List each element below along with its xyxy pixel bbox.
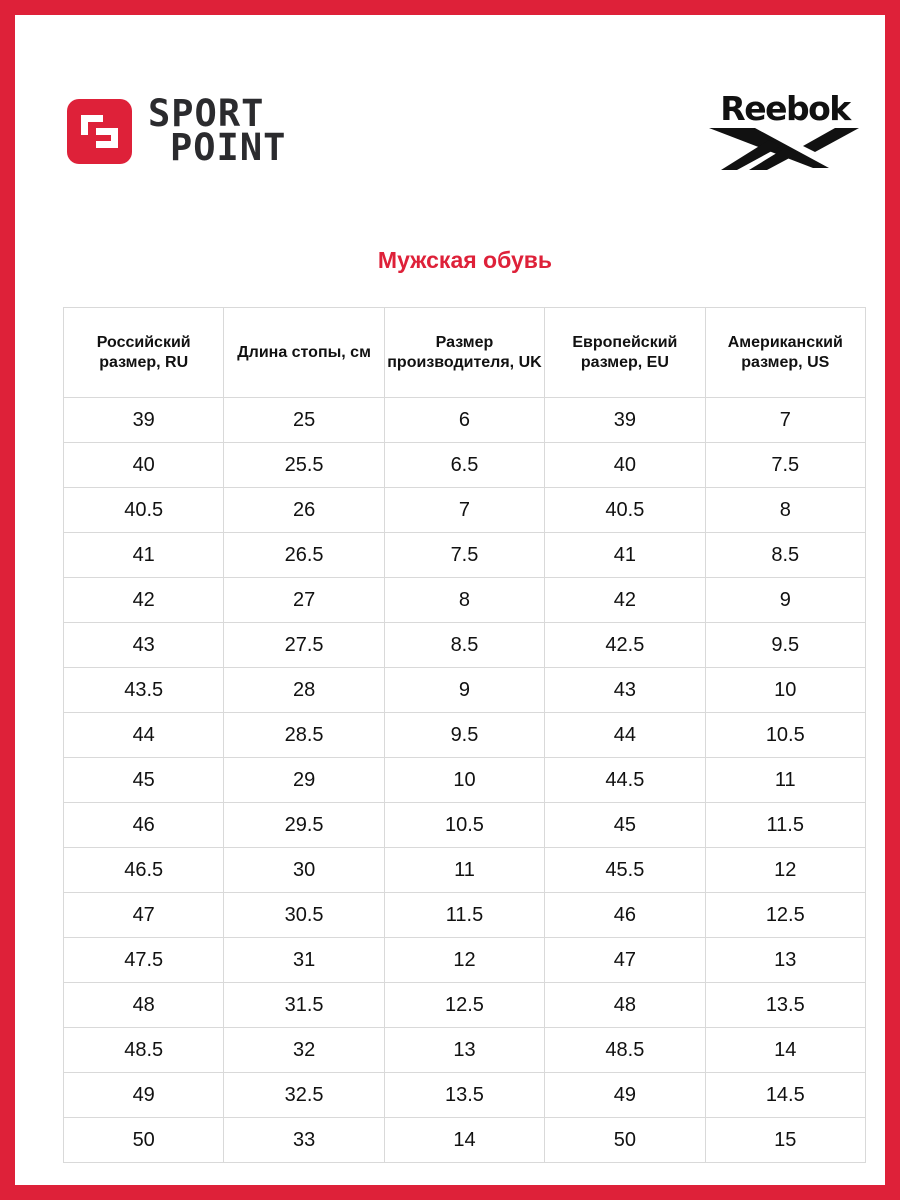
table-cell: 46.5 <box>64 848 224 893</box>
column-header: Российский размер, RU <box>64 308 224 398</box>
table-cell: 45 <box>64 758 224 803</box>
table-cell: 50 <box>545 1118 705 1163</box>
table-cell: 6 <box>384 398 544 443</box>
table-cell: 12.5 <box>384 983 544 1028</box>
table-cell: 48.5 <box>545 1028 705 1073</box>
table-row <box>64 533 866 578</box>
table-cell: 15 <box>705 1118 865 1163</box>
table-cell: 7.5 <box>705 443 865 488</box>
table-cell: 11.5 <box>384 893 544 938</box>
table-cell: 10.5 <box>384 803 544 848</box>
table-row <box>64 1118 866 1163</box>
table-cell: 31 <box>224 938 384 983</box>
table-cell: 13.5 <box>705 983 865 1028</box>
table-cell: 25.5 <box>224 443 384 488</box>
sportpoint-wordmark <box>148 92 287 169</box>
table-header-row <box>64 308 866 398</box>
table-cell: 40 <box>64 443 224 488</box>
table-cell: 42 <box>64 578 224 623</box>
table-row <box>64 488 866 533</box>
table-cell: 30 <box>224 848 384 893</box>
table-row <box>64 1028 866 1073</box>
table-row <box>64 578 866 623</box>
size-chart-table <box>63 307 866 1163</box>
table-cell: 12 <box>384 938 544 983</box>
table-row <box>64 713 866 758</box>
table-cell: 33 <box>224 1118 384 1163</box>
table-cell: 40.5 <box>64 488 224 533</box>
table-cell: 6.5 <box>384 443 544 488</box>
table-cell: 31.5 <box>224 983 384 1028</box>
table-cell: 40 <box>545 443 705 488</box>
table-cell: 41 <box>545 533 705 578</box>
table-cell: 10.5 <box>705 713 865 758</box>
table-cell: 27.5 <box>224 623 384 668</box>
table-cell: 45.5 <box>545 848 705 893</box>
table-row <box>64 803 866 848</box>
table-cell: 43 <box>64 623 224 668</box>
table-cell: 46 <box>545 893 705 938</box>
table-row <box>64 398 866 443</box>
table-cell: 44 <box>64 713 224 758</box>
reebok-delta-icon <box>709 126 861 171</box>
table-cell: 45 <box>545 803 705 848</box>
table-cell: 46 <box>64 803 224 848</box>
table-cell: 47.5 <box>64 938 224 983</box>
table-cell: 8.5 <box>705 533 865 578</box>
table-cell: 7 <box>705 398 865 443</box>
column-header: Европейский размер, EU <box>545 308 705 398</box>
table-cell: 47 <box>545 938 705 983</box>
table-cell: 9 <box>705 578 865 623</box>
table-row <box>64 938 866 983</box>
table-cell: 49 <box>545 1073 705 1118</box>
table-cell: 43 <box>545 668 705 713</box>
table-cell: 9 <box>384 668 544 713</box>
sportpoint-logo <box>67 92 287 169</box>
table-row <box>64 443 866 488</box>
table-cell: 39 <box>64 398 224 443</box>
table-cell: 9.5 <box>705 623 865 668</box>
table-cell: 13 <box>384 1028 544 1073</box>
table-cell: 8.5 <box>384 623 544 668</box>
table-row <box>64 983 866 1028</box>
reebok-wordmark: Reebok <box>720 89 850 128</box>
brand-line-2: POINT <box>170 126 287 169</box>
sportpoint-logo-icon <box>67 99 132 164</box>
table-cell: 14.5 <box>705 1073 865 1118</box>
table-cell: 10 <box>384 758 544 803</box>
column-header: Размер производителя, UK <box>384 308 544 398</box>
table-cell: 26 <box>224 488 384 533</box>
table-cell: 11 <box>705 758 865 803</box>
table-cell: 26.5 <box>224 533 384 578</box>
table-cell: 48 <box>64 983 224 1028</box>
table-cell: 40.5 <box>545 488 705 533</box>
table-cell: 13 <box>705 938 865 983</box>
table-cell: 44 <box>545 713 705 758</box>
table-cell: 42 <box>545 578 705 623</box>
table-cell: 39 <box>545 398 705 443</box>
table-cell: 47 <box>64 893 224 938</box>
table-cell: 13.5 <box>384 1073 544 1118</box>
table-cell: 50 <box>64 1118 224 1163</box>
table-cell: 7 <box>384 488 544 533</box>
table-cell: 43.5 <box>64 668 224 713</box>
table-row <box>64 668 866 713</box>
table-cell: 14 <box>384 1118 544 1163</box>
table-row <box>64 758 866 803</box>
table-cell: 32 <box>224 1028 384 1073</box>
table-body <box>64 398 866 1163</box>
brand-line-1: SPORT <box>148 92 265 135</box>
table-cell: 29 <box>224 758 384 803</box>
table-row <box>64 1073 866 1118</box>
table-cell: 10 <box>705 668 865 713</box>
table-cell: 9.5 <box>384 713 544 758</box>
table-row <box>64 893 866 938</box>
table-cell: 42.5 <box>545 623 705 668</box>
table-cell: 30.5 <box>224 893 384 938</box>
table-cell: 11.5 <box>705 803 865 848</box>
table-cell: 49 <box>64 1073 224 1118</box>
table-cell: 12.5 <box>705 893 865 938</box>
table-cell: 7.5 <box>384 533 544 578</box>
table-cell: 11 <box>384 848 544 893</box>
column-header: Длина стопы, см <box>224 308 384 398</box>
table-row <box>64 848 866 893</box>
column-header: Американский размер, US <box>705 308 865 398</box>
table-cell: 48.5 <box>64 1028 224 1073</box>
table-cell: 12 <box>705 848 865 893</box>
reebok-logo <box>709 91 861 171</box>
table-cell: 8 <box>384 578 544 623</box>
table-cell: 14 <box>705 1028 865 1073</box>
table-cell: 28.5 <box>224 713 384 758</box>
table-cell: 25 <box>224 398 384 443</box>
table-cell: 48 <box>545 983 705 1028</box>
table-cell: 27 <box>224 578 384 623</box>
table-cell: 41 <box>64 533 224 578</box>
table-cell: 44.5 <box>545 758 705 803</box>
page-title: Мужская обувь <box>377 247 553 273</box>
table-cell: 32.5 <box>224 1073 384 1118</box>
table-cell: 29.5 <box>224 803 384 848</box>
table-cell: 8 <box>705 488 865 533</box>
table-row <box>64 623 866 668</box>
table-cell: 28 <box>224 668 384 713</box>
